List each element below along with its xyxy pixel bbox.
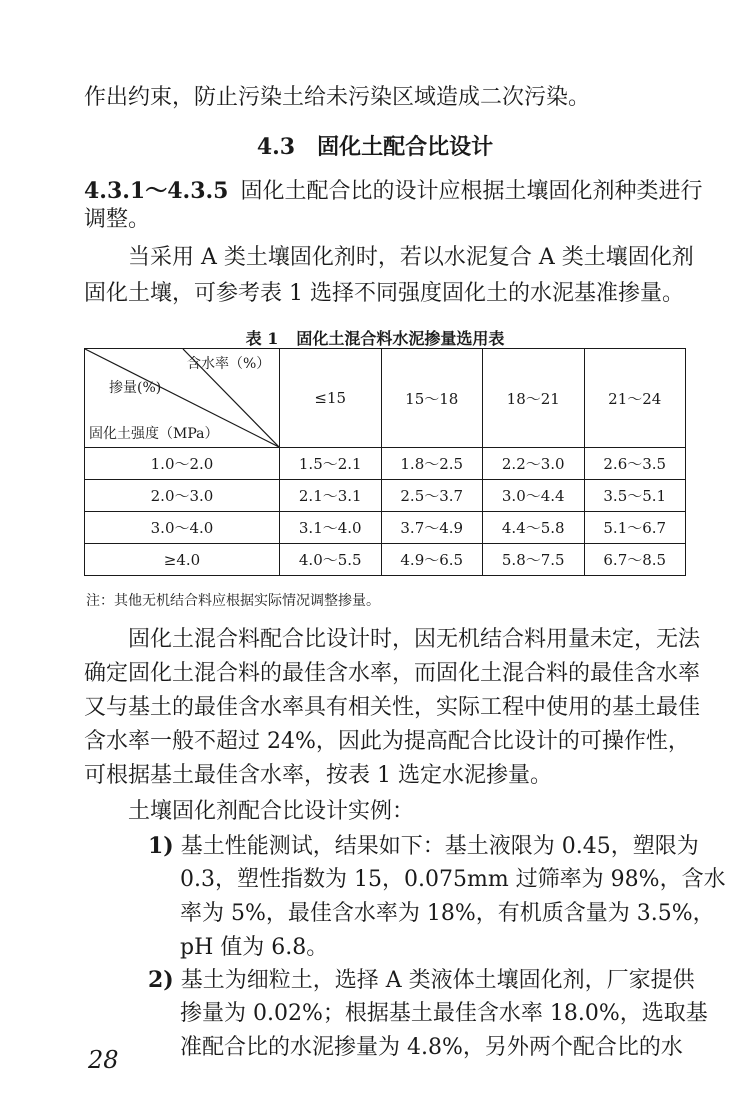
section-heading: [0, 130, 750, 161]
example-heading: 土壤固化剂配合比设计实例：: [128, 799, 415, 824]
dosage-cell: 2.5～3.7: [381, 480, 483, 512]
dosage-cell: 3.0～4.4: [483, 480, 585, 512]
list-item-text: pH 值为 6.8。: [180, 935, 329, 960]
paragraph-line: 又与基土的最佳含水率具有相关性，实际工程中使用的基土最佳: [84, 695, 701, 720]
column-header: 18～21: [483, 349, 585, 448]
table-row: [85, 512, 686, 544]
clause-number: 4.3.1～4.3.5: [84, 178, 229, 204]
list-item-text: 准配合比的水泥掺量为 4.8%，另外两个配合比的水: [180, 1035, 683, 1060]
dosage-cell: 1.8～2.5: [381, 448, 483, 480]
list-item-text: 0.3，塑性指数为 15，0.075mm 过筛率为 98%，含水: [180, 867, 726, 892]
dosage-cell: 2.2～3.0: [483, 448, 585, 480]
dosage-cell: 4.9～6.5: [381, 544, 483, 576]
table-note: 注：其他无机结合料应根据实际情况调整掺量。: [86, 593, 380, 609]
dosage-cell: 4.0～5.5: [280, 544, 382, 576]
table-corner-cell: [85, 349, 280, 448]
table-row: [85, 480, 686, 512]
dosage-cell: 5.8～7.5: [483, 544, 585, 576]
table-title: 固化土混合料水泥掺量选用表: [296, 329, 505, 348]
table-caption: [0, 326, 750, 349]
paragraph-line: 固化土壤，可参考表 1 选择不同强度固化土的水泥基准掺量。: [84, 281, 684, 306]
dosage-cell: 2.1～3.1: [280, 480, 382, 512]
list-index: 1): [148, 833, 174, 859]
clause-text-continued: 调整。: [84, 207, 151, 232]
table-header-row: [85, 349, 686, 448]
list-item-text: 基土性能测试，结果如下：基土液限为 0.45，塑限为: [180, 834, 699, 859]
strength-axis-label: 固化土强度（MPa）: [89, 426, 219, 442]
dosage-cell: 6.7～8.5: [584, 544, 686, 576]
paragraph-line: 含水率一般不超过 24%，因此为提高配合比设计的可操作性，: [84, 729, 690, 754]
paragraph-line: 当采用 A 类土壤固化剂时，若以水泥复合 A 类土壤固化剂: [128, 245, 694, 270]
table-number: 表 1: [245, 329, 279, 348]
column-header: 15～18: [381, 349, 483, 448]
paragraph-line: 固化土混合料配合比设计时，因无机结合料用量未定，无法: [128, 627, 701, 652]
strength-cell: 1.0～2.0: [85, 448, 280, 480]
clause-line: [84, 177, 703, 206]
list-item: [148, 832, 699, 861]
cement-dosage-table: [84, 348, 686, 576]
list-item: [148, 966, 695, 995]
page-number: 28: [88, 1046, 119, 1074]
dosage-cell: 3.1～4.0: [280, 512, 382, 544]
dosage-cell: 3.5～5.1: [584, 480, 686, 512]
moisture-axis-label: 含水率（%）: [187, 356, 271, 372]
section-title: 固化土配合比设计: [317, 134, 494, 160]
dosage-axis-label: 掺量(%): [109, 380, 162, 396]
dosage-cell: 2.6～3.5: [584, 448, 686, 480]
table-row: [85, 544, 686, 576]
paragraph-line: 确定固化土混合料的最佳含水率，而固化土混合料的最佳含水率: [84, 661, 701, 686]
list-item-text: 基土为细粒土，选择 A 类液体土壤固化剂，厂家提供: [180, 968, 695, 993]
list-item-text: 掺量为 0.02%；根据基土最佳含水率 18.0%，选取基: [180, 1001, 708, 1026]
strength-cell: 3.0～4.0: [85, 512, 280, 544]
paragraph-line: 可根据基土最佳含水率，按表 1 选定水泥掺量。: [84, 763, 552, 788]
table-row: [85, 448, 686, 480]
dosage-cell: 5.1～6.7: [584, 512, 686, 544]
body-text-line: 作出约束，防止污染土给未污染区域造成二次污染。: [84, 85, 591, 110]
strength-cell: 2.0～3.0: [85, 480, 280, 512]
dosage-cell: 4.4～5.8: [483, 512, 585, 544]
column-header: ≤15: [280, 349, 382, 448]
section-number: 4.3: [256, 134, 296, 160]
dosage-cell: 3.7～4.9: [381, 512, 483, 544]
clause-text: 固化土配合比的设计应根据土壤固化剂种类进行: [240, 179, 703, 204]
column-header: 21～24: [584, 349, 686, 448]
dosage-cell: 1.5～2.1: [280, 448, 382, 480]
list-item-text: 率为 5%，最佳含水率为 18%，有机质含量为 3.5%，: [180, 901, 715, 926]
list-index: 2): [148, 967, 174, 993]
strength-cell: ≥4.0: [85, 544, 280, 576]
